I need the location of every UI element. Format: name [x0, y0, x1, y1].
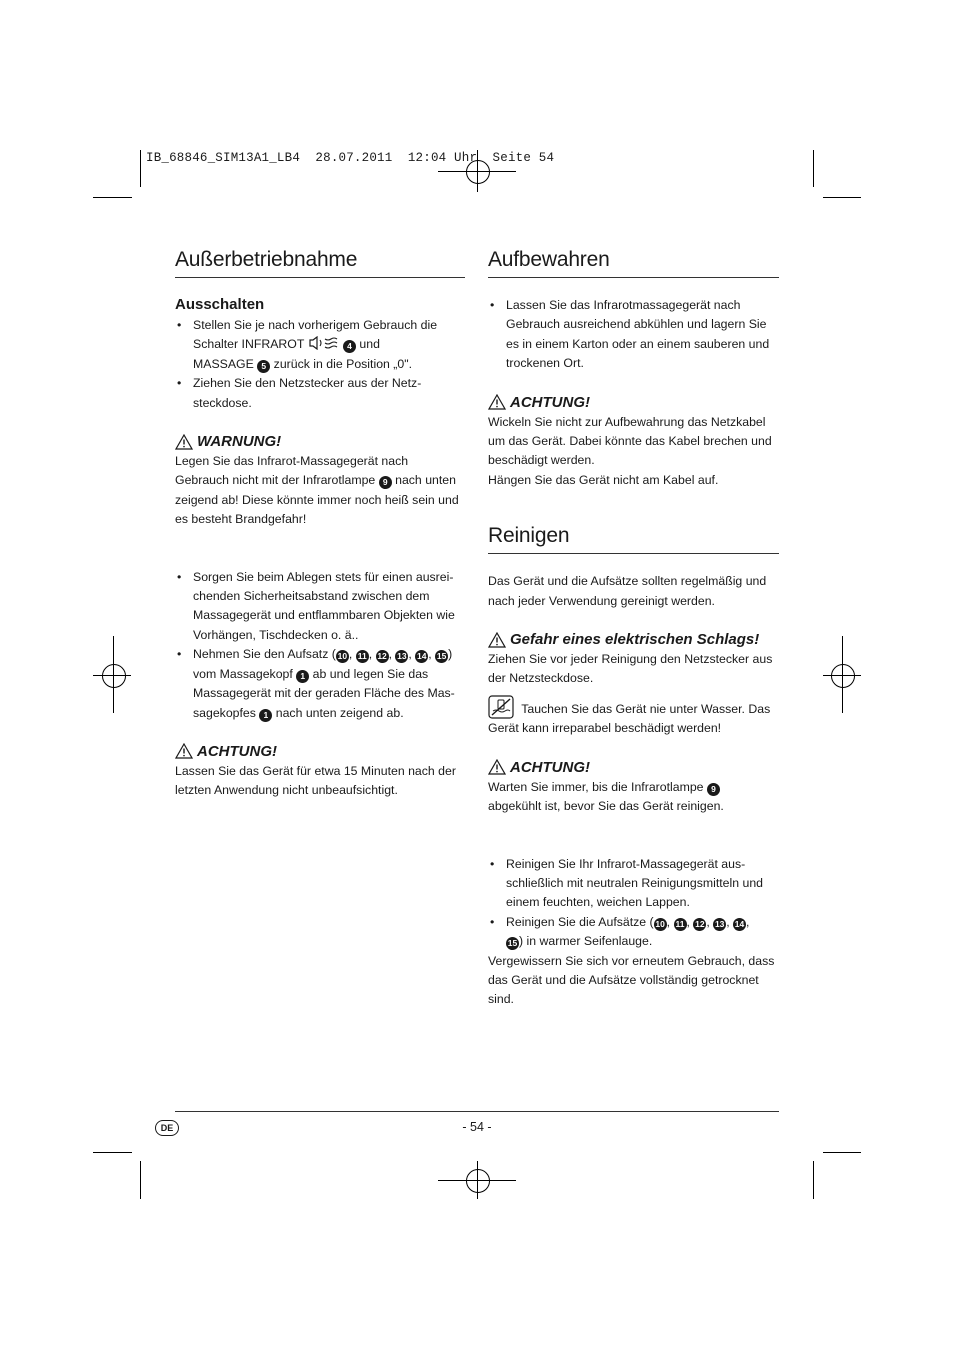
part-number-badge: 14 — [417, 651, 427, 662]
part-number-badge: 13 — [714, 918, 725, 929]
registration-mark — [831, 664, 855, 688]
closing-text: Vergewissern Sie sich vor erneutem Gebrauch, dass das Gerät und die Aufsätze vollständig getrocknet sind. — [488, 953, 775, 1007]
caution-heading: ACHTUNG! — [175, 743, 465, 760]
footer-rule — [175, 1111, 779, 1112]
part-number-badge: 9 — [379, 476, 392, 489]
part-number-badge: 15 — [507, 938, 518, 949]
page-number: - 54 - — [462, 1120, 492, 1134]
section-title-aufbewahren: Aufbewahren — [488, 248, 779, 278]
caution-text: Hängen Sie das Gerät nicht am Kabel auf. — [488, 472, 719, 487]
part-number-badge: 12 — [377, 651, 387, 662]
warning-triangle-icon — [488, 632, 506, 648]
crop-mark — [823, 1152, 861, 1153]
warning-triangle-icon — [175, 434, 193, 450]
infrared-switch-icon — [308, 336, 340, 350]
warning-triangle-icon — [488, 394, 506, 410]
ausschalten-list — [175, 316, 465, 413]
part-number-badge: 10 — [655, 918, 665, 929]
crop-mark — [140, 150, 141, 187]
crop-mark — [813, 150, 814, 187]
warning-triangle-icon — [488, 759, 506, 775]
country-badge: DE — [155, 1120, 179, 1136]
part-number-badge: 14 — [734, 918, 745, 929]
left-column — [175, 248, 465, 801]
part-number-badge: 11 — [357, 651, 367, 662]
crop-mark — [813, 1161, 814, 1199]
electric-shock-heading: Gefahr eines elektrischen Schlags! — [488, 631, 779, 648]
crop-mark — [93, 197, 132, 198]
part-number-badge: 10 — [337, 651, 348, 662]
subheading-ausschalten: Ausschalten — [175, 296, 265, 313]
part-number-badge: 1 — [259, 709, 272, 722]
list-item: • Reinigen Sie die Aufsätze ( 10 , 11 , 12 , 13 , 14 , 15 ) in warmer Seifenlauge. — [488, 913, 779, 952]
crop-mark — [823, 197, 861, 198]
part-number-badge: 15 — [436, 651, 447, 662]
list-item: • Stellen Sie je nach vorherigem Gebrauch die Schalter INFRAROT 4 und MASSAGE 5 zurück in die Position „0". — [175, 316, 465, 374]
list-item: • Lassen Sie das Infrarotmassagegerät nach Gebrauch ausreichend abkühlen und lagern Sie es in einem Karton oder an einem sauberen und trockenen Ort. — [488, 296, 779, 374]
section-title-ausserbetriebnahme: Außerbetriebnahme — [175, 248, 465, 278]
part-number-badge: 1 — [296, 670, 309, 683]
part-number-badge: 11 — [675, 918, 685, 929]
part-number-badge: 4 — [343, 340, 356, 353]
storage-list — [488, 296, 779, 374]
no-immersion-icon — [488, 695, 514, 719]
no-water-text: Tauchen Sie das Gerät nie unter Wasser. Das Gerät kann irreparabel beschädigt werden! — [488, 695, 779, 739]
list-item: • Sorgen Sie beim Ablegen stets für einen ausrei-chenden Sicherheitsabstand zwischen dem Massagegerät und entflammbaren Objekten wie Vorhängen, Tischdecken o. ä.. — [175, 568, 465, 646]
crop-mark — [93, 1152, 132, 1153]
list-item: • Ziehen Sie den Netzstecker aus der Netz-steckdose. — [175, 374, 465, 413]
handling-list — [175, 568, 465, 723]
part-number-badge: 5 — [257, 360, 270, 373]
registration-mark — [102, 664, 126, 688]
caution-heading: ACHTUNG! — [488, 394, 779, 411]
part-number-badge: 12 — [695, 918, 705, 929]
caution-text: Wickeln Sie nicht zur Aufbewahrung das Netzkabel um das Gerät. Dabei könnte das Kabel brechen und beschädigt werden. — [488, 414, 772, 468]
warning-triangle-icon — [175, 743, 193, 759]
right-column — [488, 248, 779, 1010]
cleaning-intro: Das Gerät und die Aufsätze sollten regelmäßig und nach jeder Verwendung gereinigt werden. — [488, 574, 767, 608]
cleaning-list — [488, 855, 779, 952]
part-number-badge: 13 — [397, 651, 407, 662]
warning-text: Legen Sie das Infrarot-Massagegerät nach Gebrauch nicht mit der Infrarotlampe 9 nach unten zeigend ab! Diese könnte immer noch heiß sein und es besteht Brandgefahr! — [175, 454, 459, 527]
list-item: • Nehmen Sie den Aufsatz ( 10 , 11 , 12 , 13 , 14 , 15 ) vom Massagekopf 1 ab und legen Sie das Massagegerät mit der geraden Fläche des Mas-sagekopfes 1 nach unten zeigend ab. — [175, 645, 465, 723]
print-slug: IB_68846_SIM13A1_LB4 28.07.2011 12:04 Uhr Seite 54 — [146, 151, 555, 165]
shock-text: Ziehen Sie vor jeder Reinigung den Netzstecker aus der Netzsteckdose. — [488, 652, 773, 686]
section-title-reinigen: Reinigen — [488, 524, 779, 554]
caution-heading: ACHTUNG! — [488, 759, 779, 776]
crop-mark — [140, 1161, 141, 1199]
list-item: • Reinigen Sie Ihr Infrarot-Massagegerät aus-schließlich mit neutralen Reinigungsmitteln und einem feuchten, weichen Lappen. — [488, 855, 779, 913]
caution-text: Lassen Sie das Gerät für etwa 15 Minuten nach der letzten Anwendung nicht unbeaufsichtigt. — [175, 763, 456, 798]
caution-text: Warten Sie immer, bis die Infrarotlampe 9 abgekühlt ist, bevor Sie das Gerät reinigen. — [488, 779, 724, 814]
part-number-badge: 9 — [707, 783, 720, 796]
registration-mark — [466, 1169, 490, 1193]
warning-heading: WARNUNG! — [175, 433, 465, 450]
